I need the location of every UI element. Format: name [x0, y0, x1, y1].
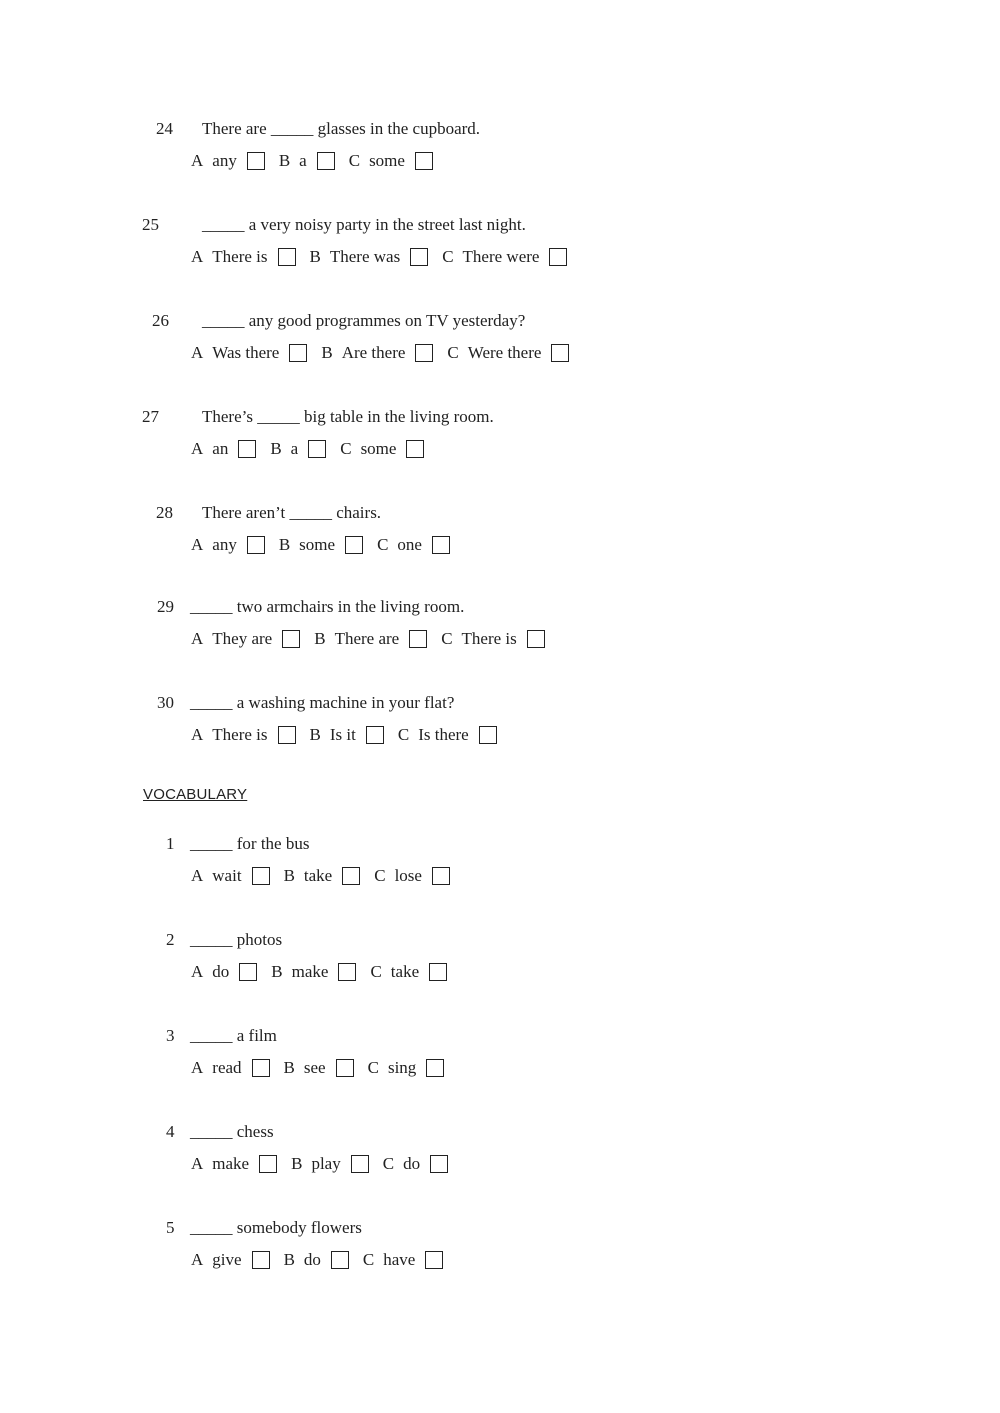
- question-number: 26: [152, 311, 169, 330]
- question-stem: There aren’t _____ chairs.: [202, 503, 382, 522]
- option-text: wait: [212, 866, 242, 885]
- question-number: 28: [156, 503, 173, 522]
- question-stem: _____ a film: [190, 1026, 277, 1045]
- option-c[interactable]: C sing: [368, 1058, 445, 1078]
- checkbox[interactable]: [432, 536, 450, 554]
- checkbox[interactable]: [247, 152, 265, 170]
- option-b[interactable]: B Are there: [321, 343, 433, 363]
- question-stem: _____ chess: [190, 1122, 274, 1141]
- checkbox[interactable]: [317, 152, 335, 170]
- checkbox[interactable]: [289, 344, 307, 362]
- checkbox[interactable]: [366, 726, 384, 744]
- option-a[interactable]: A any: [191, 535, 265, 555]
- question-number: 24: [156, 119, 173, 138]
- answer-options: [191, 343, 583, 363]
- checkbox[interactable]: [336, 1059, 354, 1077]
- option-a[interactable]: A Was there: [191, 343, 307, 363]
- checkbox[interactable]: [410, 248, 428, 266]
- checkbox[interactable]: [252, 1251, 270, 1269]
- option-text: lose: [394, 866, 422, 885]
- question-number: 1: [166, 834, 175, 853]
- checkbox[interactable]: [415, 152, 433, 170]
- option-text: There is: [461, 629, 517, 648]
- answer-options: [191, 535, 464, 555]
- question-stem: _____ photos: [190, 930, 283, 949]
- option-c[interactable]: C have: [363, 1250, 443, 1270]
- answer-options: [191, 962, 461, 982]
- option-text: some: [369, 151, 405, 170]
- option-text: There is: [212, 247, 268, 266]
- answer-options: [191, 439, 438, 459]
- checkbox[interactable]: [479, 726, 497, 744]
- checkbox[interactable]: [238, 440, 256, 458]
- question-stem: _____ a very noisy party in the street last night.: [202, 215, 526, 234]
- checkbox[interactable]: [406, 440, 424, 458]
- answer-options: [191, 725, 511, 745]
- option-text: any: [212, 151, 237, 170]
- option-text: There was: [329, 247, 401, 266]
- answer-options: [191, 1154, 462, 1174]
- question-stem: _____ any good programmes on TV yesterday?: [202, 311, 526, 330]
- question-number: 4: [166, 1122, 175, 1141]
- checkbox[interactable]: [278, 248, 296, 266]
- option-c[interactable]: C lose: [374, 866, 450, 886]
- option-a[interactable]: A read: [191, 1058, 270, 1078]
- answer-options: [191, 151, 447, 171]
- option-text: do: [403, 1154, 421, 1173]
- option-b[interactable]: B some: [279, 535, 363, 555]
- option-c[interactable]: C do: [383, 1154, 448, 1174]
- option-text: see: [303, 1058, 326, 1077]
- option-a[interactable]: A wait: [191, 866, 270, 886]
- question-stem: _____ two armchairs in the living room.: [190, 597, 465, 616]
- checkbox[interactable]: [415, 344, 433, 362]
- option-text: take: [390, 962, 420, 981]
- question-stem: There are _____ glasses in the cupboard.: [202, 119, 481, 138]
- question-number: 25: [142, 215, 159, 234]
- option-text: Is it: [329, 725, 356, 744]
- checkbox[interactable]: [278, 726, 296, 744]
- option-a[interactable]: A give: [191, 1250, 270, 1270]
- option-text: do: [212, 962, 230, 981]
- option-text: They are: [212, 629, 273, 648]
- question-stem: _____ for the bus: [190, 834, 310, 853]
- option-text: an: [212, 439, 229, 458]
- option-text: a: [290, 439, 299, 458]
- question-stem: There’s _____ big table in the living room.: [202, 407, 494, 426]
- option-text: Is there: [418, 725, 469, 744]
- option-text: make: [212, 1154, 250, 1173]
- option-b[interactable]: B a: [279, 151, 335, 171]
- option-a[interactable]: A There is: [191, 247, 296, 267]
- option-a[interactable]: A an: [191, 439, 256, 459]
- option-text: any: [212, 535, 237, 554]
- option-b[interactable]: B see: [284, 1058, 354, 1078]
- checkbox[interactable]: [342, 867, 360, 885]
- option-c[interactable]: C There is: [441, 629, 545, 649]
- checkbox[interactable]: [527, 630, 545, 648]
- question-number: 27: [142, 407, 159, 426]
- checkbox[interactable]: [252, 867, 270, 885]
- question-stem: _____ somebody flowers: [190, 1218, 362, 1237]
- checkbox[interactable]: [252, 1059, 270, 1077]
- checkbox[interactable]: [247, 536, 265, 554]
- question-number: 3: [166, 1026, 175, 1045]
- vocabulary-heading: VOCABULARY: [143, 786, 248, 803]
- option-text: some: [360, 439, 397, 458]
- option-text: take: [303, 866, 333, 885]
- option-b[interactable]: B There are: [314, 629, 427, 649]
- option-b[interactable]: B There was: [310, 247, 429, 267]
- checkbox[interactable]: [549, 248, 567, 266]
- question-number: 30: [157, 693, 174, 712]
- checkbox[interactable]: [429, 963, 447, 981]
- option-text: Are there: [341, 343, 406, 362]
- option-text: a: [299, 151, 307, 170]
- option-b[interactable]: B Is it: [310, 725, 384, 745]
- question-stem: _____ a washing machine in your flat?: [190, 693, 455, 712]
- checkbox[interactable]: [551, 344, 569, 362]
- checkbox[interactable]: [331, 1251, 349, 1269]
- option-text: do: [303, 1250, 321, 1269]
- option-text: There were: [462, 247, 540, 266]
- option-c[interactable]: C one: [377, 535, 450, 555]
- checkbox[interactable]: [425, 1251, 443, 1269]
- option-a[interactable]: A any: [191, 151, 265, 171]
- option-text: Was there: [212, 343, 280, 362]
- checkbox[interactable]: [345, 536, 363, 554]
- checkbox[interactable]: [409, 630, 427, 648]
- option-text: have: [383, 1250, 416, 1269]
- answer-options: [191, 629, 559, 649]
- checkbox[interactable]: [282, 630, 300, 648]
- option-text: There are: [334, 629, 400, 648]
- option-a[interactable]: A make: [191, 1154, 277, 1174]
- option-text: read: [212, 1058, 242, 1077]
- checkbox[interactable]: [351, 1155, 369, 1173]
- option-text: Were there: [467, 343, 542, 362]
- question-number: 2: [166, 930, 175, 949]
- checkbox[interactable]: [239, 963, 257, 981]
- option-c[interactable]: C There were: [442, 247, 567, 267]
- checkbox[interactable]: [308, 440, 326, 458]
- option-text: sing: [387, 1058, 417, 1077]
- option-b[interactable]: B make: [271, 962, 356, 982]
- checkbox[interactable]: [338, 963, 356, 981]
- option-b[interactable]: B play: [291, 1154, 369, 1174]
- checkbox[interactable]: [426, 1059, 444, 1077]
- option-c[interactable]: C Were there: [447, 343, 569, 363]
- option-c[interactable]: C some: [349, 151, 433, 171]
- question-number: 29: [157, 597, 174, 616]
- option-text: some: [299, 535, 336, 554]
- option-b[interactable]: B a: [270, 439, 326, 459]
- option-b[interactable]: B take: [284, 866, 361, 886]
- checkbox[interactable]: [259, 1155, 277, 1173]
- option-text: make: [291, 962, 329, 981]
- option-c[interactable]: C Is there: [398, 725, 497, 745]
- answer-options: [191, 1250, 457, 1270]
- question-number: 5: [166, 1218, 175, 1237]
- answer-options: [191, 247, 581, 267]
- option-b[interactable]: B do: [284, 1250, 349, 1270]
- option-a[interactable]: A They are: [191, 629, 300, 649]
- option-text: There is: [212, 725, 268, 744]
- option-text: give: [212, 1250, 242, 1269]
- checkbox[interactable]: [430, 1155, 448, 1173]
- option-c[interactable]: C some: [340, 439, 424, 459]
- option-c[interactable]: C take: [370, 962, 447, 982]
- answer-options: [191, 1058, 458, 1078]
- option-a[interactable]: A There is: [191, 725, 296, 745]
- answer-options: [191, 866, 464, 886]
- option-text: one: [397, 535, 422, 554]
- option-a[interactable]: A do: [191, 962, 257, 982]
- option-text: play: [311, 1154, 341, 1173]
- checkbox[interactable]: [432, 867, 450, 885]
